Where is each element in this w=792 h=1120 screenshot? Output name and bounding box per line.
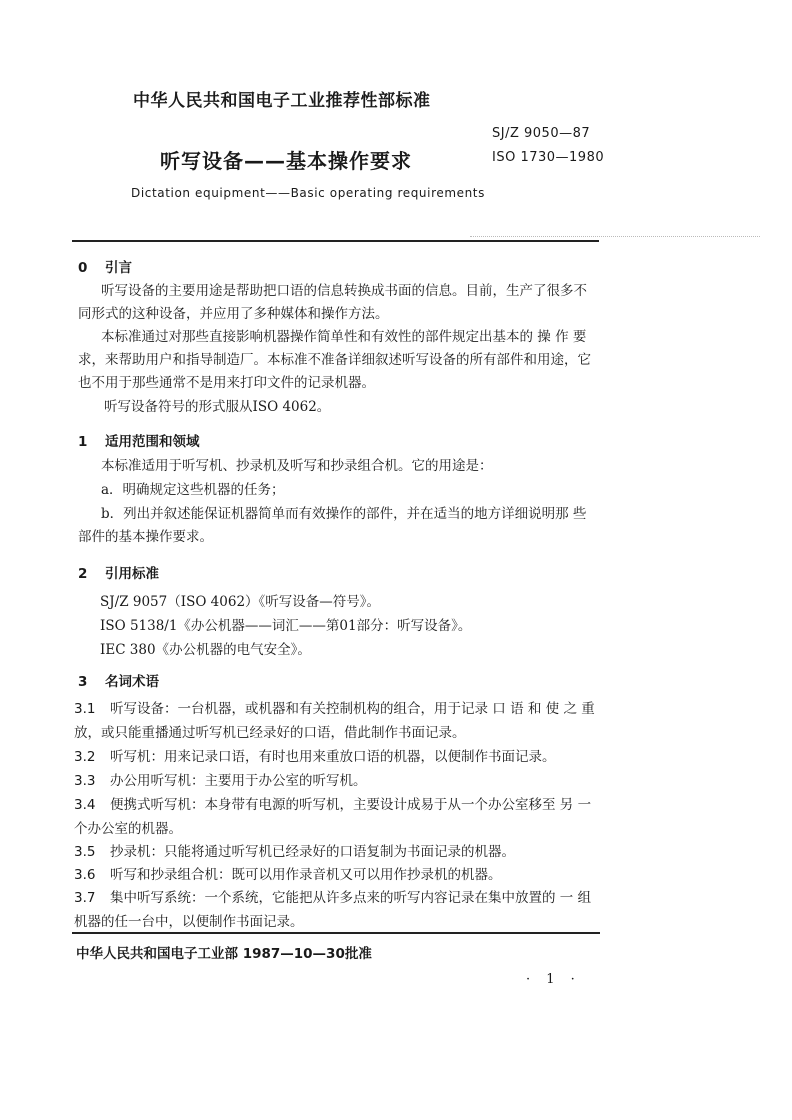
- term-text: 听写机：用来记录口语，有时也用来重放口语的机器，以便制作书面记录。: [110, 749, 556, 765]
- reference-item: SJ/Z 9057（ISO 4062）《听写设备—符号》。: [100, 594, 381, 610]
- document-title-chinese: 听写设备——基本操作要求: [160, 149, 412, 173]
- term-3-7-continued: 机器的任一台中，以便制作书面记录。: [74, 914, 304, 930]
- reference-item: ISO 5138/1《办公机器——词汇——第01部分：听写设备》。: [100, 618, 472, 634]
- intro-paragraph-3: 听写设备符号的形式服从ISO 4062。: [104, 399, 331, 415]
- term-3-1-continued: 放，或只能重播通过听写机已经录好的口语，借此制作书面记录。: [74, 725, 466, 741]
- document-title-english: Dictation equipment——Basic operating requirements: [131, 186, 485, 200]
- term-number: 3.2: [74, 749, 96, 765]
- scope-item-b-line-1: b．列出并叙述能保证机器简单而有效操作的部件，并在适当的地方详细说明那 些: [101, 506, 587, 522]
- section-3-heading: [78, 670, 159, 690]
- term-text: 抄录机：只能将通过听写机已经录好的口语复制为书面记录的机器。: [110, 844, 515, 860]
- section-title: 适用范围和领域: [105, 434, 200, 450]
- intro-paragraph-2-line-1: 本标准通过对那些直接影响机器操作简单性和有效性的部件规定出基本的 操 作 要: [101, 329, 587, 345]
- term-3-7: [74, 886, 591, 906]
- term-3-5: [74, 840, 515, 860]
- term-3-4: [74, 793, 591, 813]
- section-number: 3: [78, 674, 88, 690]
- section-number: 2: [78, 566, 88, 582]
- term-text: 办公用听写机：主要用于办公室的听写机。: [110, 773, 367, 789]
- term-3-3: [74, 769, 367, 789]
- scope-item-b-line-2: 部件的基本操作要求。: [78, 529, 213, 545]
- section-2-heading: [78, 562, 159, 582]
- footer-divider: [72, 932, 600, 934]
- term-number: 3.4: [74, 797, 96, 813]
- term-3-4-continued: 个办公室的机器。: [74, 821, 182, 837]
- intro-paragraph-1-line-1: 听写设备的主要用途是帮助把口语的信息转换成书面的信息。目前，生产了很多不: [101, 283, 587, 299]
- section-1-heading: [78, 430, 200, 450]
- term-text: 便携式听写机：本身带有电源的听写机，主要设计成易于从一个办公室移至 另 一: [110, 797, 592, 813]
- term-3-6: [74, 863, 502, 883]
- approval-line: 中华人民共和国电子工业部 1987—10—30批准: [76, 946, 372, 962]
- term-3-2: [74, 745, 556, 765]
- section-title: 引用标准: [105, 566, 159, 582]
- scan-noise-line: [470, 236, 760, 238]
- section-title: 引言: [105, 260, 132, 276]
- page-number: · 1 ·: [526, 972, 581, 987]
- term-number: 3.5: [74, 844, 96, 860]
- section-title: 名词术语: [105, 674, 159, 690]
- term-number: 3.1: [74, 701, 96, 717]
- term-3-1: [74, 697, 595, 717]
- reference-item: IEC 380《办公机器的电气安全》。: [100, 642, 311, 658]
- section-0-heading: [78, 256, 132, 276]
- scope-line-1: 本标准适用于听写机、抄录机及听写和抄录组合机。它的用途是：: [101, 458, 493, 474]
- intro-paragraph-2-line-3: 也不用于那些通常不是用来打印文件的记录机器。: [78, 375, 375, 391]
- standard-number-sj: SJ/Z 9050—87: [492, 126, 591, 141]
- header-divider: [72, 240, 599, 242]
- section-number: 0: [78, 260, 88, 276]
- term-text: 集中听写系统：一个系统，它能把从许多点来的听写内容记录在集中放置的 一 组: [110, 890, 592, 906]
- term-number: 3.6: [74, 867, 96, 883]
- term-text: 听写和抄录组合机：既可以用作录音机又可以用作抄录机的机器。: [110, 867, 502, 883]
- standard-number-iso: ISO 1730—1980: [492, 150, 605, 165]
- scope-item-a: a．明确规定这些机器的任务；: [101, 482, 285, 498]
- issuing-organization: 中华人民共和国电子工业推荐性部标准: [133, 91, 431, 111]
- term-number: 3.7: [74, 890, 96, 906]
- term-number: 3.3: [74, 773, 96, 789]
- term-text: 听写设备：一台机器，或机器和有关控制机构的组合，用于记录 口 语 和 使 之 重: [110, 701, 595, 717]
- intro-paragraph-2-line-2: 求，来帮助用户和指导制造厂。本标准不准备详细叙述听写设备的所有部件和用途，它: [78, 352, 591, 368]
- intro-paragraph-1-line-2: 同形式的这种设备，并应用了多种媒体和操作方法。: [78, 306, 389, 322]
- section-number: 1: [78, 434, 88, 450]
